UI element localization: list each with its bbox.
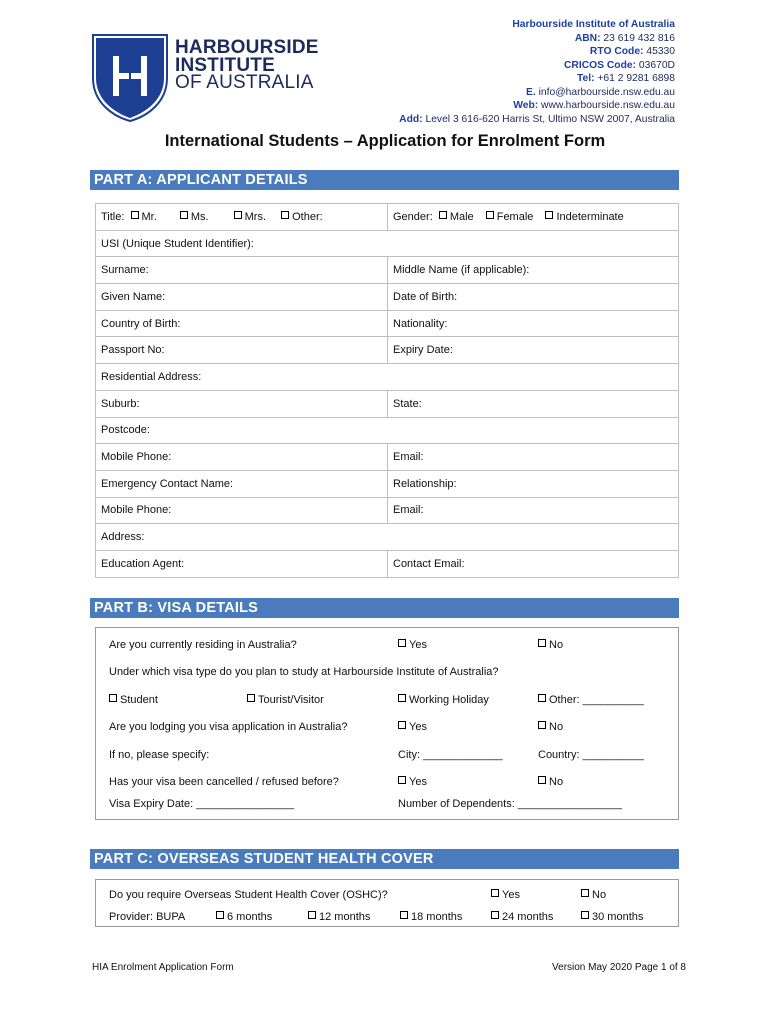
mobile-phone-field[interactable]: Mobile Phone:: [96, 444, 388, 471]
institute-logo: [92, 34, 168, 127]
checkbox-icon[interactable]: [581, 889, 589, 897]
institute-name: Harbourside Institute of Australia: [512, 19, 675, 30]
provider-label: Provider: BUPA: [109, 911, 186, 923]
title-option-mrs[interactable]: Mrs.: [234, 211, 266, 223]
logo-line-3: OF AUSTRALIA: [175, 72, 314, 93]
duration-30-option[interactable]: 30 months: [581, 911, 643, 923]
emergency-mobile-field[interactable]: Mobile Phone:: [96, 497, 388, 524]
relationship-field[interactable]: Relationship:: [388, 470, 679, 497]
email-field[interactable]: Email:: [388, 444, 679, 471]
oshc-no-option[interactable]: No: [581, 889, 606, 901]
table-row: [96, 470, 679, 497]
checkbox-icon[interactable]: [131, 211, 139, 219]
visa-expiry-field[interactable]: Visa Expiry Date: ________________: [109, 798, 295, 810]
checkbox-icon[interactable]: [581, 911, 589, 919]
table-row: [96, 230, 679, 257]
table-row: [96, 337, 679, 364]
duration-12-option[interactable]: 12 months: [308, 911, 370, 923]
web-line: Web: www.harbourside.nsw.edu.au: [513, 100, 675, 111]
checkbox-icon[interactable]: [398, 639, 406, 647]
cancelled-question: Has your visa been cancelled / refused before?: [109, 776, 339, 788]
gender-option-male[interactable]: Male: [439, 211, 474, 223]
checkbox-icon[interactable]: [308, 911, 316, 919]
title-option-ms[interactable]: Ms.: [180, 211, 209, 223]
page-title: International Students – Application for Enrolment Form: [164, 132, 606, 150]
logo-line-1: HARBOURSIDE: [175, 37, 319, 58]
address-line: Add: Level 3 616-620 Harris St, Ultimo NSW 2007, Australia: [399, 113, 675, 125]
gender-option-female[interactable]: Female: [486, 211, 534, 223]
applicant-details-table: [95, 203, 679, 578]
health-cover-box: [95, 879, 679, 927]
suburb-field[interactable]: Suburb:: [96, 390, 388, 417]
checkbox-icon[interactable]: [538, 721, 546, 729]
checkbox-icon[interactable]: [538, 639, 546, 647]
logo-line-2: INSTITUTE: [175, 54, 275, 76]
part-b-header: PART B: VISA DETAILS: [90, 598, 679, 618]
gender-option-indeterminate[interactable]: Indeterminate: [545, 211, 623, 223]
checkbox-icon[interactable]: [439, 211, 447, 219]
visa-details-box: [95, 627, 679, 820]
checkbox-icon[interactable]: [109, 694, 117, 702]
lodging-question: Are you lodging you visa application in Australia?: [109, 721, 348, 733]
postcode-field[interactable]: Postcode:: [96, 417, 679, 444]
cricos-line: CRICOS Code: 03670D: [563, 59, 675, 71]
country-of-birth-field[interactable]: Country of Birth:: [96, 310, 388, 337]
table-row: [96, 284, 679, 311]
usi-field[interactable]: USI (Unique Student Identifier):: [96, 230, 679, 257]
residing-question: Are you currently residing in Australia?: [109, 639, 297, 651]
dependents-field[interactable]: Number of Dependents: _________________: [398, 798, 622, 810]
education-agent-field[interactable]: Education Agent:: [96, 550, 388, 577]
table-row: [96, 417, 679, 444]
part-a-header: PART A: APPLICANT DETAILS: [90, 170, 679, 190]
residential-address-field[interactable]: Residential Address:: [96, 364, 679, 391]
specify-label: If no, please specify:: [109, 749, 210, 761]
checkbox-icon[interactable]: [234, 211, 242, 219]
title-option-mr[interactable]: Mr.: [131, 211, 157, 223]
emergency-address-field[interactable]: Address:: [96, 524, 679, 551]
country-field[interactable]: Country: __________: [538, 749, 644, 761]
agent-contact-email-field[interactable]: Contact Email:: [388, 550, 679, 577]
rto-line: RTO Code: 45330: [589, 46, 675, 57]
cancelled-yes-option[interactable]: Yes: [398, 776, 427, 788]
lodging-yes-option[interactable]: Yes: [398, 721, 427, 733]
visa-other-option[interactable]: Other: __________: [538, 694, 644, 706]
checkbox-icon[interactable]: [398, 694, 406, 702]
checkbox-icon[interactable]: [247, 694, 255, 702]
title-option-other[interactable]: Other:: [281, 211, 323, 223]
contact-block: [399, 18, 675, 126]
emergency-contact-field[interactable]: Emergency Contact Name:: [96, 470, 388, 497]
table-row: [96, 550, 679, 577]
checkbox-icon[interactable]: [400, 911, 408, 919]
logo-wordmark: [175, 39, 319, 92]
part-c-header: PART C: OVERSEAS STUDENT HEALTH COVER: [90, 849, 679, 869]
tel-line: Tel: +61 2 9281 6898: [577, 73, 675, 84]
abn-line: ABN: 23 619 432 816: [574, 32, 675, 44]
dob-field[interactable]: Date of Birth:: [388, 284, 679, 311]
checkbox-icon[interactable]: [486, 211, 494, 219]
checkbox-icon[interactable]: [538, 694, 546, 702]
city-field[interactable]: City: _____________: [398, 749, 503, 761]
gender-field[interactable]: Gender: Male Female Indeterminate: [388, 204, 679, 231]
table-row: [96, 390, 679, 417]
checkbox-icon[interactable]: [398, 721, 406, 729]
duration-18-option[interactable]: 18 months: [400, 911, 462, 923]
checkbox-icon[interactable]: [398, 776, 406, 784]
table-row: [96, 204, 679, 231]
residing-yes-option[interactable]: Yes: [398, 639, 427, 651]
checkbox-icon[interactable]: [545, 211, 553, 219]
table-row: [96, 497, 679, 524]
checkbox-icon[interactable]: [491, 889, 499, 897]
visa-student-option[interactable]: Student: [109, 694, 158, 706]
state-field[interactable]: State:: [388, 390, 679, 417]
duration-24-option[interactable]: 24 months: [491, 911, 553, 923]
table-row: [96, 444, 679, 471]
visa-type-question: Under which visa type do you plan to study at Harbourside Institute of Australia?: [109, 666, 499, 678]
duration-6-option[interactable]: 6 months: [216, 911, 272, 923]
nationality-field[interactable]: Nationality:: [388, 310, 679, 337]
oshc-yes-option[interactable]: Yes: [491, 889, 520, 901]
checkbox-icon[interactable]: [216, 911, 224, 919]
lodging-no-option[interactable]: No: [538, 721, 563, 733]
emergency-email-field[interactable]: Email:: [388, 497, 679, 524]
table-row: [96, 524, 679, 551]
checkbox-icon[interactable]: [180, 211, 188, 219]
title-field[interactable]: Title: Mr. Ms. Mrs. Other:: [96, 204, 388, 231]
visa-working-holiday-option[interactable]: Working Holiday: [398, 694, 489, 706]
email-line: E. info@harbourside.nsw.edu.au: [526, 86, 675, 98]
residing-no-option[interactable]: No: [538, 639, 563, 651]
table-row: [96, 310, 679, 337]
visa-tourist-option[interactable]: Tourist/Visitor: [247, 694, 324, 706]
checkbox-icon[interactable]: [538, 776, 546, 784]
passport-field[interactable]: Passport No:: [96, 337, 388, 364]
expiry-date-field[interactable]: Expiry Date:: [388, 337, 679, 364]
surname-field[interactable]: Surname:: [96, 257, 388, 284]
table-row: [96, 364, 679, 391]
footer-form-name: HIA Enrolment Application Form: [92, 962, 234, 973]
shield-logo-icon: [92, 34, 168, 122]
middle-name-field[interactable]: Middle Name (if applicable):: [388, 257, 679, 284]
cancelled-no-option[interactable]: No: [538, 776, 563, 788]
checkbox-icon[interactable]: [281, 211, 289, 219]
oshc-question: Do you require Overseas Student Health Cover (OSHC)?: [109, 889, 388, 901]
given-name-field[interactable]: Given Name:: [96, 284, 388, 311]
footer-version-page: Version May 2020 Page 1 of 8: [552, 962, 686, 973]
table-row: [96, 257, 679, 284]
checkbox-icon[interactable]: [491, 911, 499, 919]
